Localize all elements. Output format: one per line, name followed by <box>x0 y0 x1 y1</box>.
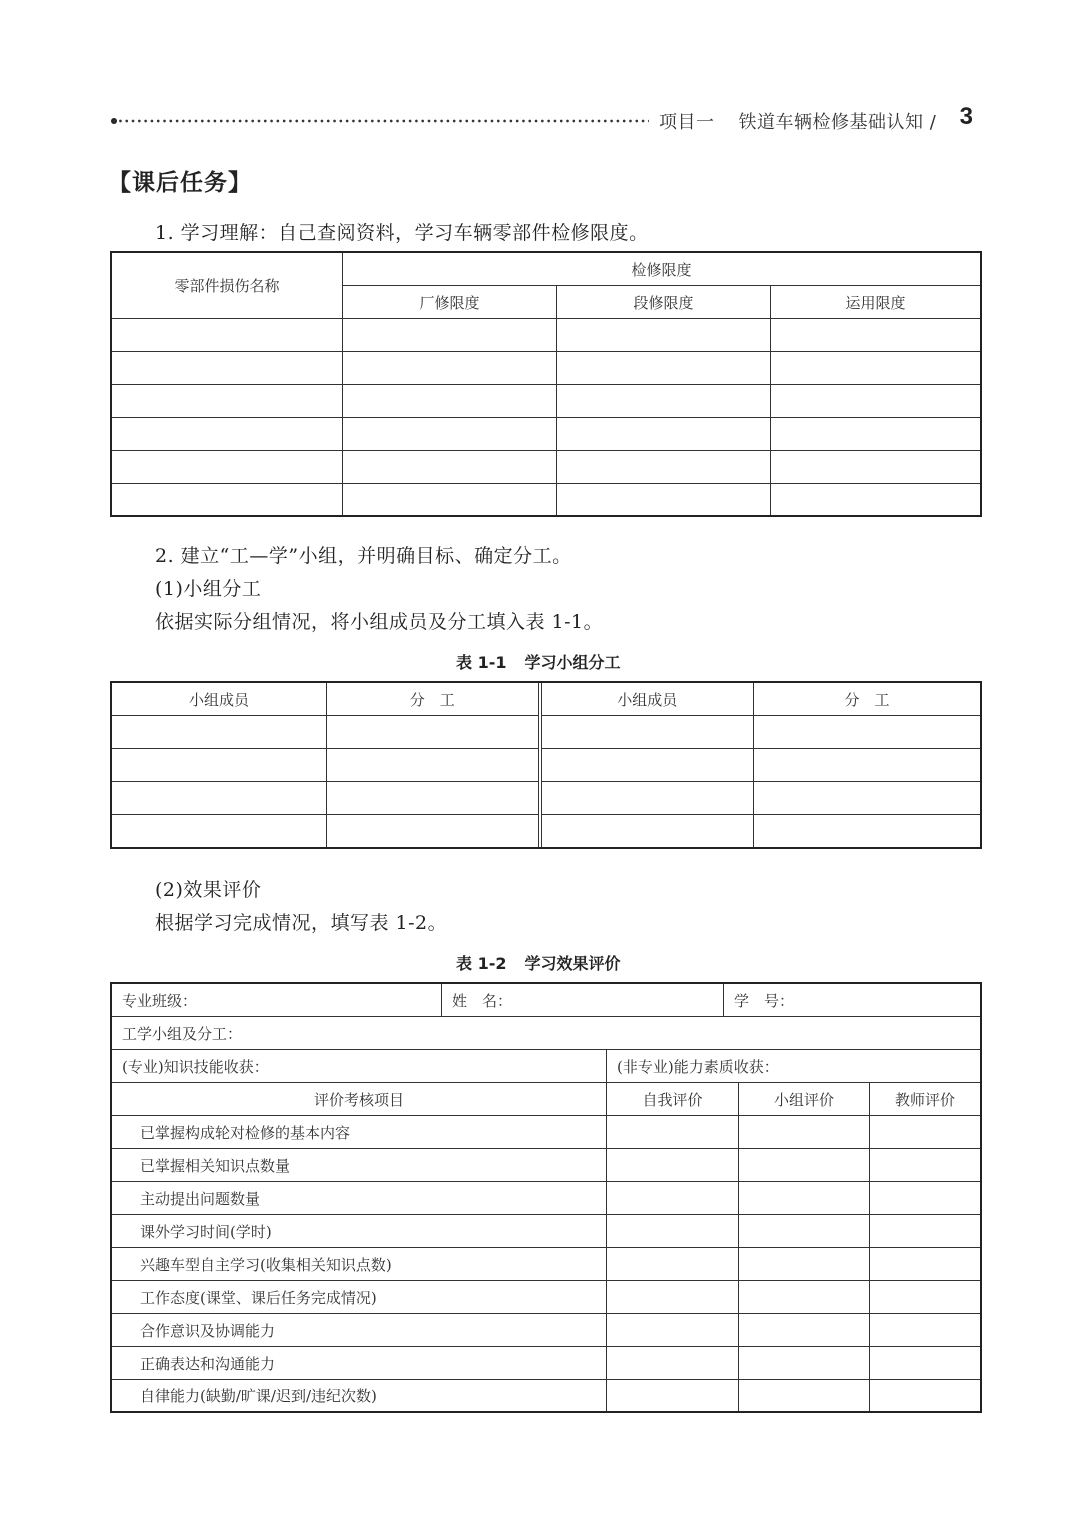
header-eval-item: 评价考核项目 <box>112 1083 607 1116</box>
self-eval-cell[interactable] <box>607 1281 739 1314</box>
input-cell[interactable] <box>327 782 540 815</box>
input-cell[interactable] <box>557 319 771 352</box>
self-eval-cell[interactable] <box>607 1248 739 1281</box>
subheader-operation: 运用限度 <box>771 286 981 319</box>
running-header <box>111 103 981 134</box>
header-group-eval: 小组评价 <box>739 1083 870 1116</box>
header-part-name: 零部件损伤名称 <box>112 253 343 319</box>
repair-limits-table <box>111 252 981 516</box>
table-row <box>112 319 981 352</box>
input-cell[interactable] <box>112 484 343 516</box>
eval-item-label: 工作态度(课堂、课后任务完成情况) <box>112 1281 607 1314</box>
table-row <box>112 1215 981 1248</box>
eval-item-label: 已掌握相关知识点数量 <box>112 1149 607 1182</box>
input-cell[interactable] <box>112 319 343 352</box>
input-cell[interactable] <box>771 451 981 484</box>
input-cell[interactable] <box>112 385 343 418</box>
input-cell[interactable] <box>327 815 540 848</box>
table-row <box>112 1116 981 1149</box>
section-title: 【课后任务】 <box>108 170 252 196</box>
name-field[interactable]: 姓 名： <box>442 984 724 1017</box>
table-row <box>112 1182 981 1215</box>
input-cell[interactable] <box>771 352 981 385</box>
input-cell[interactable] <box>771 319 981 352</box>
group-eval-cell[interactable] <box>739 1314 870 1347</box>
nonprofessional-gain-field[interactable]: (非专业)能力素质收获： <box>607 1050 981 1083</box>
major-class-field[interactable]: 专业班级： <box>112 984 442 1017</box>
eval-item-label: 已掌握构成轮对检修的基本内容 <box>112 1116 607 1149</box>
input-cell[interactable] <box>557 451 771 484</box>
sub1-text: 依据实际分组情况，将小组成员及分工填入表 1-1。 <box>155 611 604 633</box>
input-cell[interactable] <box>540 749 754 782</box>
input-cell[interactable] <box>112 352 343 385</box>
table-1-2-caption <box>456 951 621 974</box>
group-eval-cell[interactable] <box>739 1116 870 1149</box>
table-row <box>112 716 981 749</box>
eval-item-label: 正确表达和沟通能力 <box>112 1347 607 1380</box>
caption-title: 学习效果评价 <box>524 954 621 973</box>
eval-item-label: 课外学习时间(学时) <box>112 1215 607 1248</box>
input-cell[interactable] <box>754 749 981 782</box>
header-self-eval: 自我评价 <box>607 1083 739 1116</box>
sub2-text: 根据学习完成情况，填写表 1-2。 <box>155 912 448 934</box>
subheader-depot-repair: 段修限度 <box>557 286 771 319</box>
table-row <box>112 451 981 484</box>
input-cell[interactable] <box>112 418 343 451</box>
learning-evaluation-table <box>111 983 981 1412</box>
input-cell[interactable] <box>754 815 981 848</box>
sub2-title: (2)效果评价 <box>155 879 262 901</box>
input-cell[interactable] <box>343 418 557 451</box>
input-cell[interactable] <box>112 451 343 484</box>
input-cell[interactable] <box>754 716 981 749</box>
self-eval-cell[interactable] <box>607 1182 739 1215</box>
caption-number: 表 1-1 <box>456 653 507 672</box>
input-cell[interactable] <box>112 815 327 848</box>
input-cell[interactable] <box>557 484 771 516</box>
input-cell[interactable] <box>540 782 754 815</box>
teacher-eval-cell[interactable] <box>870 1248 981 1281</box>
student-id-field[interactable]: 学 号： <box>724 984 981 1017</box>
input-cell[interactable] <box>343 385 557 418</box>
self-eval-cell[interactable] <box>607 1314 739 1347</box>
self-eval-cell[interactable] <box>607 1215 739 1248</box>
group-eval-cell[interactable] <box>739 1248 870 1281</box>
page-number: 3 <box>959 103 973 130</box>
group-eval-cell[interactable] <box>739 1215 870 1248</box>
input-cell[interactable] <box>754 782 981 815</box>
table-1-1-caption <box>456 650 621 673</box>
input-cell[interactable] <box>557 418 771 451</box>
group-eval-cell[interactable] <box>739 1149 870 1182</box>
chapter-label: 项目一 <box>659 112 715 133</box>
eval-item-label: 合作意识及协调能力 <box>112 1314 607 1347</box>
sub1-title: (1)小组分工 <box>155 578 262 600</box>
chapter-title: 铁道车辆检修基础认知 / <box>738 112 937 133</box>
input-cell[interactable] <box>557 352 771 385</box>
table-row <box>112 1314 981 1347</box>
input-cell[interactable] <box>540 815 754 848</box>
teacher-eval-cell[interactable] <box>870 1116 981 1149</box>
header-teacher-eval: 教师评价 <box>870 1083 981 1116</box>
header-division-2: 分 工 <box>754 683 981 716</box>
header-repair-limit: 检修限度 <box>343 253 981 286</box>
header-member: 小组成员 <box>112 683 327 716</box>
input-cell[interactable] <box>343 484 557 516</box>
input-cell[interactable] <box>327 749 540 782</box>
input-cell[interactable] <box>540 716 754 749</box>
table-row <box>112 1347 981 1380</box>
teacher-eval-cell[interactable] <box>870 1281 981 1314</box>
table-row <box>112 749 981 782</box>
teacher-eval-cell[interactable] <box>870 1380 981 1412</box>
input-cell[interactable] <box>343 451 557 484</box>
input-cell[interactable] <box>771 385 981 418</box>
header-division: 分 工 <box>327 683 540 716</box>
table-row <box>112 1380 981 1412</box>
input-cell[interactable] <box>557 385 771 418</box>
group-division-table <box>111 682 981 848</box>
group-division-field[interactable]: 工学小组及分工： <box>112 1017 981 1050</box>
input-cell[interactable] <box>112 782 327 815</box>
input-cell[interactable] <box>112 716 327 749</box>
table-row <box>112 385 981 418</box>
header-chapter-title <box>659 108 936 134</box>
input-cell[interactable] <box>112 749 327 782</box>
table-row <box>112 418 981 451</box>
table-row <box>112 1248 981 1281</box>
input-cell[interactable] <box>771 484 981 516</box>
self-eval-cell[interactable] <box>607 1149 739 1182</box>
caption-title: 学习小组分工 <box>524 653 621 672</box>
table-row <box>112 1149 981 1182</box>
task1-text: 1. 学习理解：自己查阅资料，学习车辆零部件检修限度。 <box>155 222 649 244</box>
task2-text: 2. 建立“工—学”小组，并明确目标、确定分工。 <box>155 545 572 567</box>
self-eval-cell[interactable] <box>607 1380 739 1412</box>
input-cell[interactable] <box>343 319 557 352</box>
table-row <box>112 1281 981 1314</box>
dotted-leader-line <box>111 119 649 123</box>
teacher-eval-cell[interactable] <box>870 1347 981 1380</box>
professional-gain-field[interactable]: (专业)知识技能收获： <box>112 1050 607 1083</box>
eval-item-label: 兴趣车型自主学习(收集相关知识点数) <box>112 1248 607 1281</box>
group-eval-cell[interactable] <box>739 1281 870 1314</box>
input-cell[interactable] <box>327 716 540 749</box>
teacher-eval-cell[interactable] <box>870 1314 981 1347</box>
group-eval-cell[interactable] <box>739 1380 870 1412</box>
self-eval-cell[interactable] <box>607 1347 739 1380</box>
table-row <box>112 782 981 815</box>
eval-item-label: 主动提出问题数量 <box>112 1182 607 1215</box>
teacher-eval-cell[interactable] <box>870 1182 981 1215</box>
input-cell[interactable] <box>771 418 981 451</box>
caption-number: 表 1-2 <box>456 954 507 973</box>
self-eval-cell[interactable] <box>607 1116 739 1149</box>
teacher-eval-cell[interactable] <box>870 1215 981 1248</box>
header-member-2: 小组成员 <box>540 683 754 716</box>
teacher-eval-cell[interactable] <box>870 1149 981 1182</box>
table-row <box>112 484 981 516</box>
table-row <box>112 352 981 385</box>
input-cell[interactable] <box>343 352 557 385</box>
group-eval-cell[interactable] <box>739 1347 870 1380</box>
table-row <box>112 815 981 848</box>
subheader-factory-repair: 厂修限度 <box>343 286 557 319</box>
eval-item-label: 自律能力(缺勤/旷课/迟到/违纪次数) <box>112 1380 607 1412</box>
group-eval-cell[interactable] <box>739 1182 870 1215</box>
